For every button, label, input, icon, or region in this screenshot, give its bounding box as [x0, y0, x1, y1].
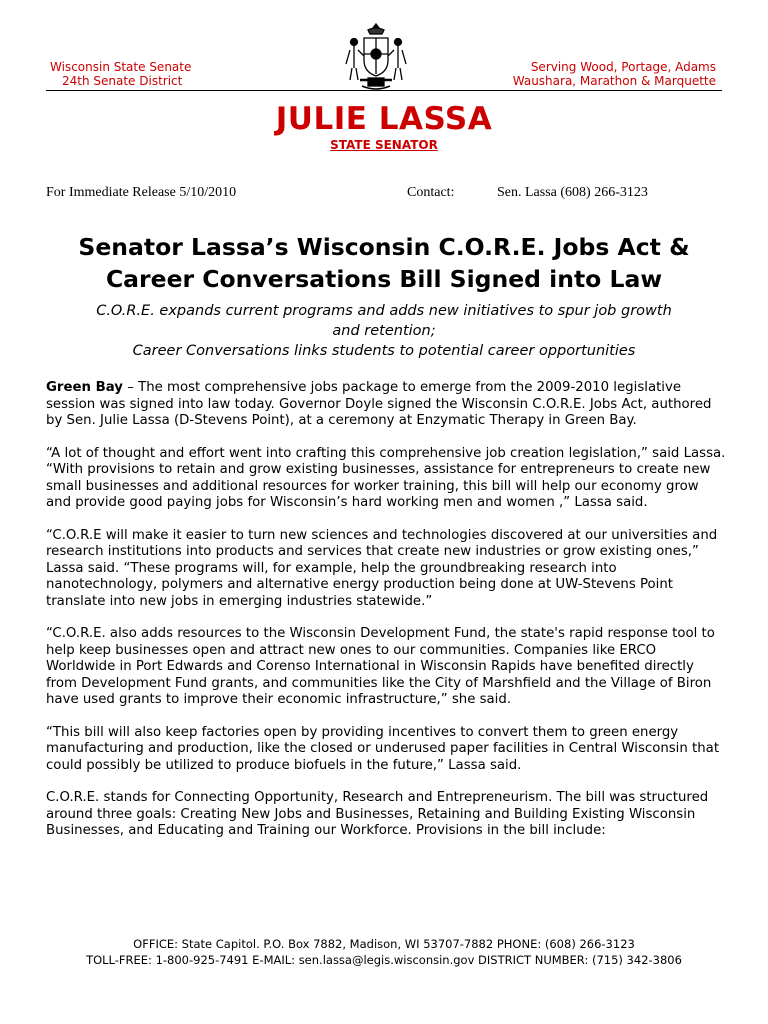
dateline: Green Bay [46, 380, 123, 395]
body-paragraph-3: “C.O.R.E will make it easier to turn new sciences and technologies discovered at our universities and research institutions into products and services that create new industries or grow existing ones,” Lassa said. “These programs will, for example, help the groundbreaking research into nanotechnology, polymers and alternative energy production being done at UW-Stevens Point translate into new jobs in emerging industries statewide.” [46, 527, 718, 609]
body-paragraph-2: “A lot of thought and effort went into crafting this comprehensive job creation legislation,” said Lassa. “With provisions to retain and grow existing businesses, assistance for entrepreneurs to create new small businesses and additional resources for worker training, this bill will help our economy grow and provide good paying jobs for Wisconsin’s hard working men and women ,” Lassa said. [46, 445, 726, 510]
press-body [46, 380, 726, 856]
contact-value: Sen. Lassa (608) 266-3123 [497, 185, 648, 200]
letterhead-left [50, 60, 191, 88]
senator-name: JULIE LASSA [275, 101, 493, 137]
press-subhead [30, 301, 738, 361]
press-headline [20, 231, 748, 295]
subhead-line-1: C.O.R.E. expands current programs and adds new initiatives to spur job growth [96, 303, 672, 319]
body-paragraph-5: “This bill will also keep factories open by providing incentives to convert them to green energy manufacturing and production, like the closed or underused paper facilities in Central Wisconsin that could possibly be utilized to produce biofuels in the future,” Lassa said. [46, 724, 720, 773]
headline-line-1: Senator Lassa’s Wisconsin C.O.R.E. Jobs Act & [78, 233, 690, 261]
counties-line-1: Serving Wood, Portage, Adams [530, 60, 716, 74]
letterhead-right [513, 60, 716, 88]
footer-address: OFFICE: State Capitol. P.O. Box 7882, Madison, WI 53707-7882 PHONE: (608) 266-3123 [133, 937, 635, 951]
release-date: For Immediate Release 5/10/2010 [46, 185, 237, 200]
letterhead-rule [46, 90, 722, 91]
footer-contact: TOLL-FREE: 1-800-925-7491 E-MAIL: sen.lassa@legis.wisconsin.gov DISTRICT NUMBER: (715) 342-3806 [86, 953, 682, 967]
subhead-line-2: and retention; [332, 323, 436, 339]
senate-name: Wisconsin State Senate [50, 60, 192, 74]
district-name: 24th Senate District [62, 74, 183, 88]
counties-line-2: Waushara, Marathon & Marquette [512, 74, 716, 88]
state-seal-icon [340, 20, 412, 100]
contact-label: Contact: [407, 185, 455, 200]
body-paragraph-4: “C.O.R.E. also adds resources to the Wisconsin Development Fund, the state's rapid response tool to help keep businesses open and attract new ones to our communities. Companies like ERCO Worldwide in Port Edwards and Corenso International in Wisconsin Rapids have benefited directly from Development Fund grants, and communities like the City of Marshfield and the Village of Biron have used grants to improve their economic infrastructure,” she said. [46, 626, 715, 707]
senator-title: STATE SENATOR [330, 138, 438, 152]
body-paragraph-6: C.O.R.E. stands for Connecting Opportunity, Research and Entrepreneurism. The bill was structured around three goals: Creating New Jobs and Businesses, Retaining and Building Existing Wisconsin Businesses, and Educating and Training our Workforce. Provisions in the bill include: [46, 790, 709, 838]
headline-line-2: Career Conversations Bill Signed into Law [105, 265, 663, 293]
office-footer [0, 936, 768, 968]
subhead-line-3: Career Conversations links students to potential career opportunities [132, 343, 636, 359]
body-paragraph-1: Green Bay – The most comprehensive jobs package to emerge from the 2009-2010 legislative session was signed into law today. Governor Doyle signed the Wisconsin C.O.R.E. Jobs Act, authored by Sen. Julie Lassa (D-Stevens Point), at a ceremony at Enzymatic Therapy in Green Bay. [46, 380, 712, 428]
